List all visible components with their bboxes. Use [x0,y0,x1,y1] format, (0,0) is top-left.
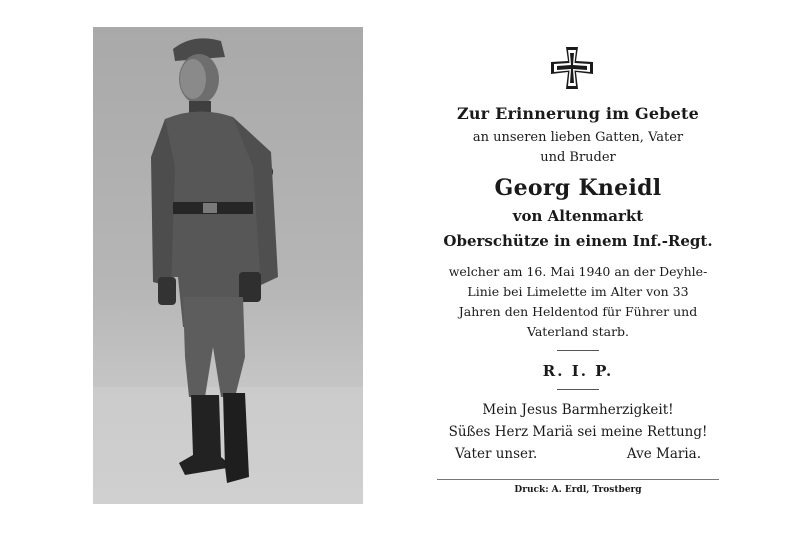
dedication-line-2: und Bruder [540,150,616,165]
prayer-line-2: Süßes Herz Mariä sei meine Rettung! [448,424,708,440]
prayer-line-3 [455,446,701,462]
biography-line: Jahren den Heldentod für Führer und [458,304,698,319]
divider [557,350,599,351]
prayer-ave-maria: Ave Maria. [626,446,701,462]
soldier-figure [93,27,363,504]
rip-line: R. I. P. [542,362,614,380]
iron-cross-icon [549,45,595,91]
biography-line: welcher am 16. Mai 1940 an der Deyhle- [448,264,708,279]
printer-credit: Druck: A. Erdl, Trostberg [514,485,642,495]
biography-line: Linie bei Limelette im Alter von 33 [467,284,689,299]
prayer-line-1: Mein Jesus Barmherzigkeit! [482,402,674,418]
dedication-line-1: an unseren lieben Gatten, Vater [472,130,684,145]
deceased-name: Georg Kneidl [494,175,662,201]
memorial-card [437,27,719,504]
rank-line: Oberschütze in einem Inf.-Regt. [443,232,713,250]
soldier-photo [93,27,363,504]
biography-line: Vaterland starb. [526,324,630,339]
biography-text [443,262,713,342]
prayer-vater-unser: Vater unser. [455,446,538,462]
bottom-divider [437,479,719,480]
divider [557,389,599,390]
origin-line: von Altenmarkt [512,207,644,225]
card-title: Zur Erinnerung im Gebete [456,104,700,123]
